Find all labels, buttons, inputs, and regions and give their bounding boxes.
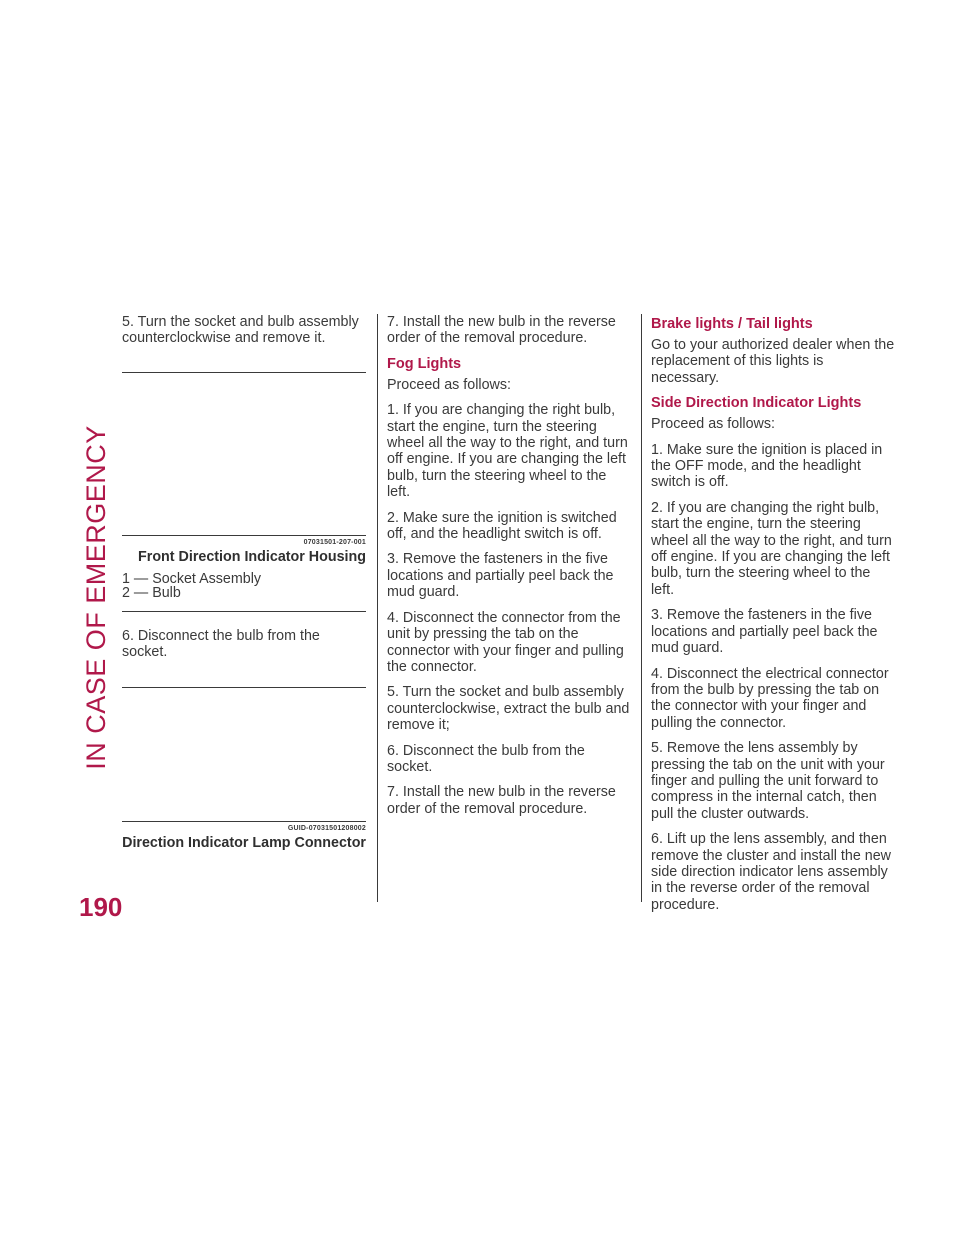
fog-step: 3. Remove the fasteners in the five locations and partially peel back the mud guard.	[387, 551, 614, 601]
column-1	[122, 314, 366, 851]
figure-front-direction-indicator	[122, 372, 366, 565]
figure-code: GUID-07031501208002	[287, 824, 366, 832]
figure-code: 07031501-207-001	[303, 538, 366, 546]
figure-caption: Front Direction Indicator Housing	[138, 548, 366, 565]
figure-legend	[122, 572, 366, 600]
fog-intro: Proceed as follows:	[387, 376, 511, 393]
fog-step: 4. Disconnect the connector from the unit by pressing the tab on the connector with your finger and pulling the connector.	[387, 609, 624, 675]
fog-step: 1. If you are changing the right bulb, start the engine, turn the steering wheel all the way to the right, and turn off engine. If you are changing the left bulb, turn the steering wheel to the left.	[387, 402, 628, 501]
legend-item: 1 — Socket Assembly	[122, 570, 262, 587]
section-side-label	[66, 312, 126, 882]
side-step: 3. Remove the fasteners in the five locations and partially peel back the mud guard.	[651, 607, 878, 657]
figure-caption: Direction Indicator Lamp Connector	[122, 834, 366, 851]
side-intro: Proceed as follows:	[651, 416, 775, 433]
fog-lights-heading: Fog Lights	[387, 355, 462, 372]
column-2	[387, 314, 631, 826]
side-step: 4. Disconnect the electrical connector from the bulb by pressing the tab on the connector with your finger and pulling the connector.	[651, 665, 889, 731]
column-3	[651, 314, 895, 922]
fog-step: 5. Turn the socket and bulb assembly counterclockwise, extract the bulb and remove it;	[387, 684, 630, 734]
brake-lights-heading: Brake lights / Tail lights	[651, 316, 813, 332]
legend-item: 2 — Bulb	[122, 584, 181, 601]
brake-lights-text: Go to your authorized dealer when the replacement of this lights is necessary.	[651, 337, 895, 386]
figure-direction-indicator-connector	[122, 687, 366, 851]
side-step: 1. Make sure the ignition is placed in the OFF mode, and the headlight switch is off.	[651, 441, 883, 491]
column-divider-2	[641, 314, 642, 902]
fog-step: 2. Make sure the ignition is switched off, and the headlight switch is off.	[387, 509, 617, 543]
side-step: 2. If you are changing the right bulb, start the engine, turn the steering wheel all the way to the right, and turn off engine. If you are changing the left bulb, turn the steering wheel to the left.	[651, 499, 892, 598]
figure-image-area	[122, 373, 366, 535]
fog-step: 7. Install the new bulb in the reverse order of the removal procedure.	[387, 784, 616, 817]
section-label-text: IN CASE OF EMERGENCY	[80, 424, 111, 770]
step-7-text: 7. Install the new bulb in the reverse order of the removal procedure.	[387, 314, 616, 347]
side-indicator-heading: Side Direction Indicator Lights	[651, 395, 862, 412]
figure-bottom-rule	[122, 821, 366, 822]
column-divider-1	[377, 314, 378, 902]
figure-image-area	[122, 688, 366, 821]
side-step: 5. Remove the lens assembly by pressing the tab on the unit with your finger and pulling the unit forward to compress in the internal catch, then pull the cluster outwards.	[651, 740, 885, 822]
legend-end-rule	[122, 611, 366, 612]
figure-bottom-rule	[122, 535, 366, 536]
step-6-text: 6. Disconnect the bulb from the socket.	[122, 627, 320, 661]
page-number: 190	[79, 892, 123, 922]
side-step: 6. Lift up the lens assembly, and then remove the cluster and install the new side direction indicator lens assembly in the reverse order of the removal procedure.	[651, 831, 891, 913]
fog-step: 6. Disconnect the bulb from the socket.	[387, 742, 585, 775]
step-5-text: 5. Turn the socket and bulb assembly counterclockwise and remove it.	[122, 314, 359, 347]
